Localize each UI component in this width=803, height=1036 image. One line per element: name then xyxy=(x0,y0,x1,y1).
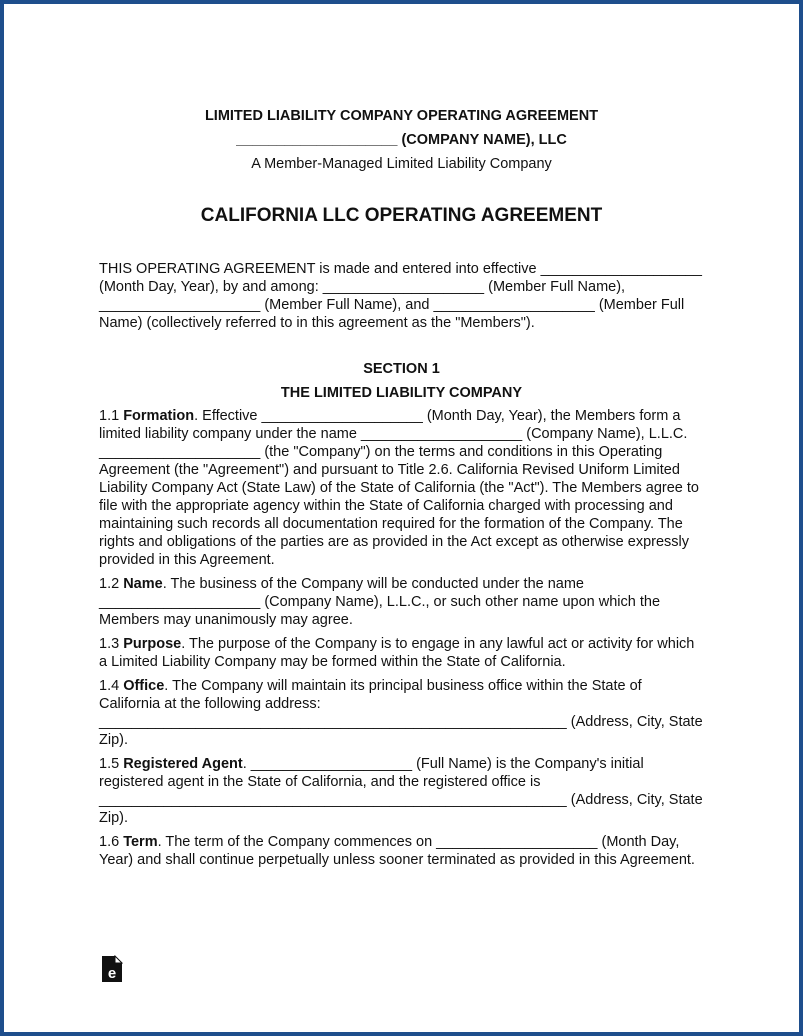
clause-1-6 xyxy=(99,833,704,869)
document-subtitle: A Member-Managed Limited Liability Company xyxy=(251,156,552,172)
intro-paragraph: THIS OPERATING AGREEMENT is made and entered into effective ____________________ (Month Day, Year), by and among: ____________________ (Member Full Name), ____________________ (Member Full Name), and ____________________ (Member Full Name) (collectively referred to in this agreement as the "Members"). xyxy=(99,261,702,331)
clause-1-5 xyxy=(99,755,704,827)
clause-heading: Office xyxy=(123,678,165,694)
page-title: CALIFORNIA LLC OPERATING AGREEMENT xyxy=(200,205,603,226)
clause-heading: Registered Agent xyxy=(123,756,243,772)
clause-text: . Effective ____________________ (Month Day, Year), the Members form a limited liability company under the name ____________________ (Company Name), L.L.C. ____________________ (the "Company") on the terms and conditions in this Operating Agreement (the "Agreement") and pursuant to Title 2.6. California Revised Uniform Limited Liability Company Act (State Law) of the State of California (the "Act"). The Members agree to file with the appropriate agency within the State of California charged with processing and maintaining such records all documentation required for the formation of the Company. The rights and obligations of the parties are as provided in the Act except as otherwise expressly provided in this Agreement. xyxy=(99,408,699,568)
section-number: SECTION 1 xyxy=(363,361,440,377)
clause-number: 1.5 xyxy=(99,756,120,772)
clause-heading: Formation xyxy=(123,408,195,424)
logo-letter: e xyxy=(107,965,117,982)
clause-heading: Purpose xyxy=(123,636,182,652)
eforms-logo-icon xyxy=(101,955,123,983)
clause-text: . ____________________ (Full Name) is the Company's initial registered agent in the State of California, and the registered office is __________________________________________________________ (Address, City, State Zip). xyxy=(99,756,703,826)
document-page xyxy=(99,104,704,869)
clause-number: 1.3 xyxy=(99,636,120,652)
clause-heading: Term xyxy=(123,834,158,850)
clause-number: 1.2 xyxy=(99,576,120,592)
section-title: THE LIMITED LIABILITY COMPANY xyxy=(280,385,523,401)
clause-heading: Name xyxy=(123,576,163,592)
clause-text: . The purpose of the Company is to engage in any lawful act or activity for which a Limited Liability Company may be formed within the State of California. xyxy=(99,636,695,670)
clause-text: . The Company will maintain its principal business office within the State of California at the following address: __________________________________________________________ (Address, City, State Zip). xyxy=(99,678,703,748)
clause-1-1 xyxy=(99,407,704,569)
clause-1-3 xyxy=(99,635,704,671)
clause-text: . The business of the Company will be conducted under the name ____________________ (Company Name), L.L.C., or such other name upon which the Members may unanimously may agree. xyxy=(99,576,661,628)
clause-1-4 xyxy=(99,677,704,749)
clause-number: 1.4 xyxy=(99,678,120,694)
document-header-title: LIMITED LIABILITY COMPANY OPERATING AGREEMENT xyxy=(204,108,599,124)
clause-1-2 xyxy=(99,575,704,629)
clause-number: 1.6 xyxy=(99,834,120,850)
clause-text: . The term of the Company commences on ____________________ (Month Day, Year) and shall continue perpetually unless sooner terminated as provided in this Agreement. xyxy=(99,834,695,868)
clause-number: 1.1 xyxy=(99,408,120,424)
company-name-line: ____________________ (COMPANY NAME), LLC xyxy=(236,132,567,148)
